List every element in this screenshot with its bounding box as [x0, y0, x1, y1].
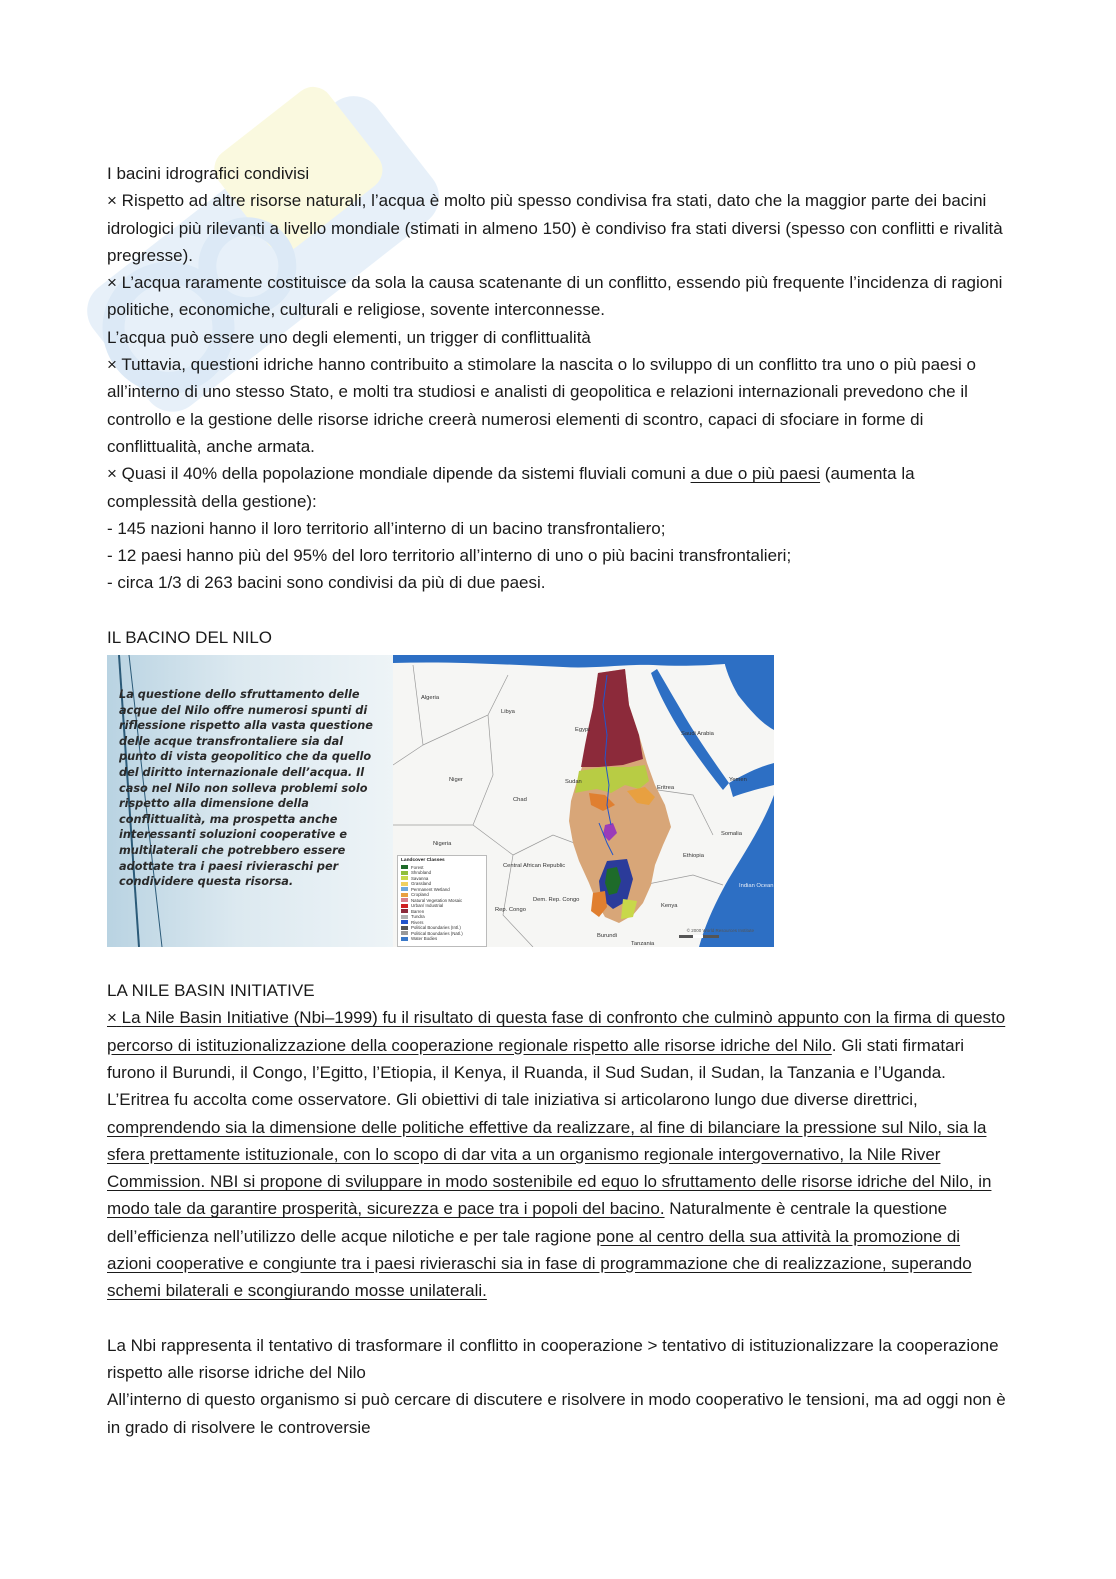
bullet-paragraph: × Quasi il 40% della popolazione mondiale dipende da sistemi fluviali comuni a due o più paesi (aumenta la complessità della gestione):: [107, 464, 915, 511]
legend-swatch: [401, 904, 408, 908]
country-label: Algeria: [421, 695, 440, 702]
figure-caption: La questione dello sfruttamento delle acque del Nilo offre numerosi spunti di riflessione rispetto alla vasta questione delle acque transfrontaliere sia dal punto di vista geopolitico che da quello del diritto internazionale dell’acqua. Il caso nel Nilo non solleva problemi solo rispetto alla dimensione della conflittualità, ma prospetta anche interessanti soluzioni cooperative e multilaterali che potrebbero essere adottate tra i paesi rivieraschi per condividere questa risorsa.: [119, 688, 373, 889]
country-label: Yemen: [729, 777, 747, 784]
bullet-marker: ×: [107, 464, 117, 484]
underlined-text: comprendendo sia la dimensione delle politiche effettive da realizzare, al fine di bilanciare la pressione sul Nilo, sia la sfera prettamente istituzionale, con lo scopo di dar vita a un organismo regionale intergovernativo, la Nile River Commission. NBI si propone di sviluppare in modo sostenibile ed equo lo sfruttamento delle risorse idriche del Nilo, in modo tale da garantire prosperità, sicurezza e pace tra i popoli del bacino.: [107, 1117, 992, 1219]
legend-label: Urban/ Industrial: [411, 903, 444, 909]
nile-basin-shape: [569, 669, 671, 923]
legend-swatch: [401, 871, 408, 875]
legend-item: [401, 936, 486, 942]
country-label: Eritrea: [657, 785, 675, 792]
legend-swatch: [401, 937, 408, 941]
legend-label: Forest: [411, 864, 424, 870]
bullet-marker: ×: [107, 273, 117, 293]
bullet-paragraph: × L’acqua raramente costituisce da sola la causa scatenante di un conflitto, essendo più frequente l’incidenza di ragioni politiche, economiche, culturali e religiose, sovente interconnesse.: [107, 273, 1003, 320]
country-label: Niger: [449, 777, 463, 784]
country-label: Dem. Rep. Congo: [533, 897, 580, 904]
country-label: Burundi: [597, 933, 617, 940]
country-label: Chad: [513, 797, 527, 804]
country-label: Egypt: [575, 727, 590, 734]
country-label: Tanzania: [631, 941, 655, 948]
dash-item: - circa 1/3 di 263 bacini sono condivisi da più di due paesi.: [107, 573, 546, 593]
legend-swatch: [401, 876, 408, 880]
bullet-paragraph: × Rispetto ad altre risorse naturali, l’acqua è molto più spesso condivisa fra stati, dato che la maggior parte dei bacini idrologici più rilevanti a livello mondiale (stimati in almeno 150) è condiviso fra stati diversi (spesso con conflitti e rivalità pregresse).: [107, 191, 1003, 265]
bullet-marker: ×: [107, 191, 117, 211]
section-title: I bacini idrografici condivisi: [107, 164, 310, 183]
country-label: Central African Republic: [503, 863, 566, 870]
legend-label: Political Boundaries (Natl.): [411, 930, 463, 936]
map-credit: © 2000 World Resources Institute: [686, 927, 754, 933]
country-label: Sudan: [565, 779, 582, 786]
bullet-paragraph: × Tuttavia, questioni idriche hanno contribuito a stimolare la nascita o lo sviluppo di un conflitto tra uno o più paesi o all’interno di uno stesso Stato, e molti tra studiosi e analisti di geopolitica e relazioni internazionali prevedono che il controllo e la gestione delle risorse idriche creerà numerosi elementi di scontro, capaci di sfociare in forme di conflittualità, anche armata.: [107, 355, 976, 456]
legend-swatch: [401, 893, 408, 897]
paragraph: L’acqua può essere uno degli elementi, un trigger di conflittualità: [107, 327, 591, 347]
legend-swatch: [401, 882, 408, 886]
underlined-text: a due o più paesi: [690, 464, 821, 484]
legend-label: Permanent Wetland: [411, 886, 450, 892]
bullet-marker: ×: [107, 355, 117, 375]
bullet-marker: ×: [107, 1008, 117, 1028]
sea-region: [393, 655, 774, 667]
legend-label: Political Boundaries (Intl.): [411, 925, 461, 931]
legend-swatch: [401, 898, 408, 902]
legend-label: Tundra: [411, 914, 425, 920]
document-body: [107, 160, 1007, 1441]
country-label: Libya: [501, 709, 515, 716]
country-label: Ethiopia: [683, 853, 704, 860]
legend-label: Shrubland: [411, 870, 432, 876]
country-label: Kenya: [661, 903, 678, 910]
section-title: LA NILE BASIN INITIATIVE: [107, 981, 315, 1001]
legend-swatch: [401, 915, 408, 919]
sea-region: [723, 655, 774, 730]
nile-basin-map: [393, 655, 774, 947]
legend-swatch: [401, 926, 408, 930]
country-label: Indian Ocean: [739, 883, 774, 890]
underlined-text: pone al centro della sua attività la promozione di azioni cooperative e congiunte tra i paesi rivieraschi sia in fase di programmazione che di realizzazione, superando schemi bilaterali e scongiurando mosse unilaterali.: [107, 1226, 972, 1301]
nile-basin-figure: [107, 655, 774, 947]
legend-swatch: [401, 887, 408, 891]
legend-label: Savanna: [411, 875, 429, 881]
legend-label: Barren: [411, 908, 425, 914]
paragraph: All’interno di questo organismo si può cercare di discutere e risolvere in modo cooperativo le tensioni, ma ad oggi non è in grado di risolvere le controversie: [107, 1390, 1006, 1437]
country-label: Saudi Arabia: [681, 731, 714, 738]
legend-label: Grassland: [411, 881, 432, 887]
legend-swatch: [401, 931, 408, 935]
paragraph: × La Nile Basin Initiative (Nbi–1999) fu il risultato di questa fase di confronto che culminò appunto con la firma di questo percorso di istituzionalizzazione della cooperazione regionale rispetto alle risorse idriche del Nilo. Gli stati firmatari furono il Burundi, il Congo, l’Egitto, l’Etiopia, il Kenya, il Ruanda, il Sud Sudan, il Sudan, la Tanzania e l’Uganda. L’Eritrea fu accolta come osservatore. Gli obiettivi di tale iniziativa si articolarono lungo due diverse direttrici, comprendendo sia la dimensione delle politiche effettive da realizzare, al fine di bilanciare la pressione sul Nilo, sia la sfera prettamente istituzionale, con lo scopo di dar vita a un organismo regionale intergovernativo, la Nile River Commission. NBI si propone di sviluppare in modo sostenibile ed equo lo sfruttamento delle risorse idriche del Nilo, in modo tale da garantire prosperità, sicurezza e pace tra i popoli del bacino. Naturalmente è centrale la questione dell’efficienza nell’utilizzo delle acque nilotiche e per tale ragione pone al centro della sua attività la promozione di azioni cooperative e congiunte tra i paesi rivieraschi sia in fase di programmazione che di realizzazione, superando schemi bilaterali e scongiurando mosse unilaterali.: [107, 1008, 1006, 1301]
legend-swatch: [401, 909, 408, 913]
legend-label: Natural Vegetation Mosaic: [411, 897, 463, 903]
legend-label: Water Bodies: [411, 936, 438, 942]
legend-title: Landcover Classes: [401, 858, 445, 864]
underlined-text: La Nile Basin Initiative (Nbi–1999) fu il risultato di questa fase di confronto che culminò appunto con la firma di questo percorso di istituzionalizzazione della cooperazione regionale rispetto alle risorse idriche del Nilo: [107, 1008, 1006, 1055]
legend-swatch: [401, 865, 408, 869]
paragraph: La Nbi rappresenta il tentativo di trasformare il conflitto in cooperazione > tentativo di istituzionalizzare la cooperazione rispetto alle risorse idriche del Nilo: [107, 1335, 999, 1382]
legend-swatch: [401, 920, 408, 924]
country-label: Somalia: [721, 831, 742, 838]
section-title: IL BACINO DEL NILO: [107, 627, 273, 647]
legend-label: Cropland: [411, 892, 429, 898]
map-legend: [397, 855, 487, 947]
figure-caption-panel: [107, 655, 397, 947]
legend-label: Rivers: [411, 919, 424, 925]
country-label: Nigeria: [433, 841, 452, 848]
dash-item: - 12 paesi hanno più del 95% del loro territorio all’interno di uno o più bacini transfrontalieri;: [107, 546, 792, 566]
dash-item: - 145 nazioni hanno il loro territorio all’interno di un bacino transfrontaliero;: [107, 518, 666, 538]
country-label: Rep. Congo: [495, 907, 526, 914]
